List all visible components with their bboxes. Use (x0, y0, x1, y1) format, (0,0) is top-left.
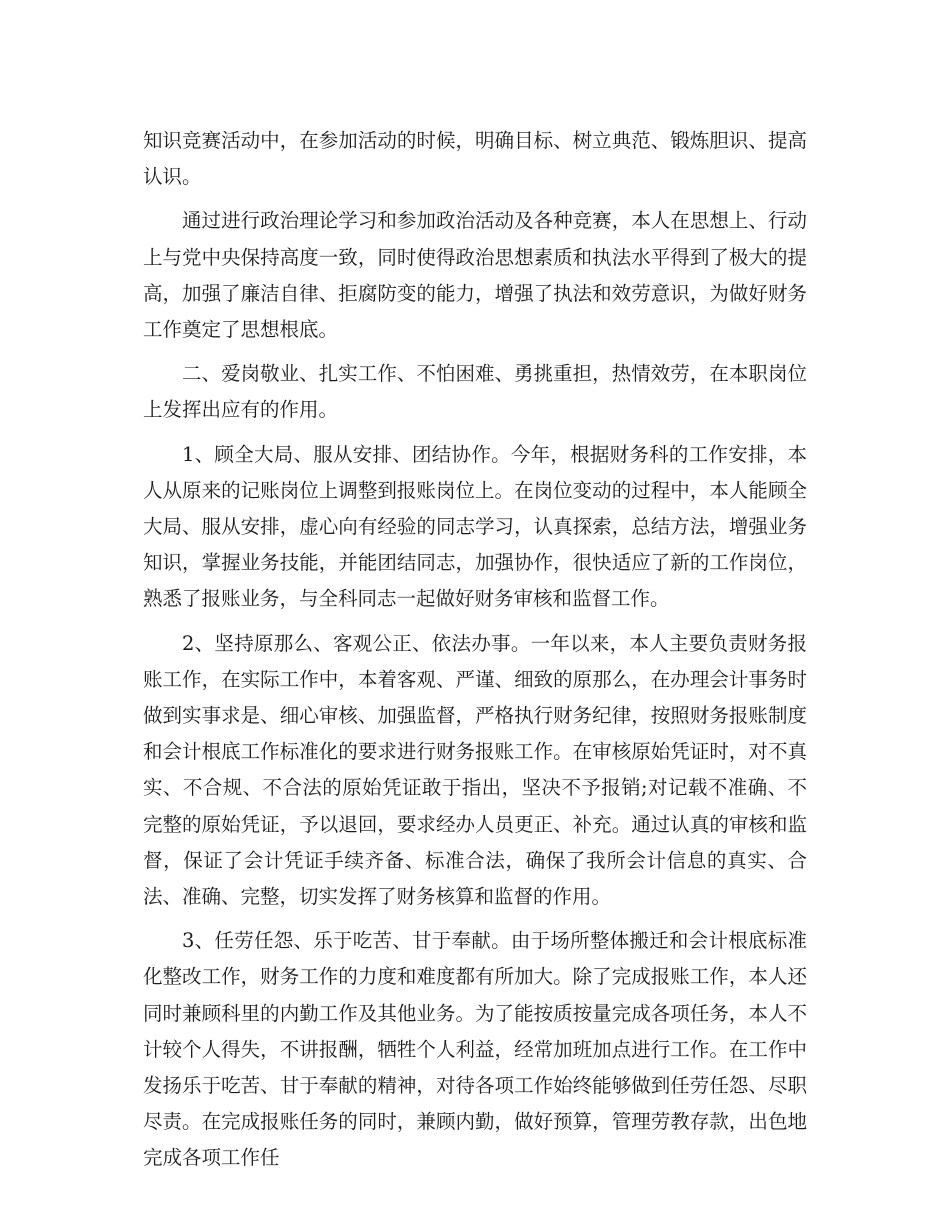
paragraph-political-study: 通过进行政治理论学习和参加政治活动及各种竞赛，本人在思想上、行动上与党中央保持高度一致，同时使得政治思想素质和执法水平得到了极大的提高，加强了廉洁自律、拒腐防变的能力，增强了执法和效劳意识，为做好财务工作奠定了思想根底。 (143, 209, 807, 342)
paragraph-point-2: 2、坚持原那么、客观公正、依法办事。一年以来，本人主要负责财务报账工作，在实际工作中，本着客观、严谨、细致的原那么，在办理会计事务时做到实事求是、细心审核、加强监督，严格执行财务纪律，按照财务报账制度和会计根底工作标准化的要求进行财务报账工作。在审核原始凭证时，对不真实、不合规、不合法的原始凭证敢于指出，坚决不予报销;对记载不准确、不完整的原始凭证，予以退回，要求经办人员更正、补充。通过认真的审核和监督，保证了会计凭证手续齐备、标准合法，确保了我所会计信息的真实、合法、准确、完整，切实发挥了财务核算和监督的作用。 (143, 631, 807, 909)
document-body (143, 123, 807, 1185)
paragraph-point-1: 1、顾全大局、服从安排、团结协作。今年，根据财务科的工作安排，本人从原来的记账岗位上调整到报账岗位上。在岗位变动的过程中，本人能顾全大局、服从安排，虚心向有经验的同志学习，认真探索，总结方法，增强业务知识，掌握业务技能，并能团结同志，加强协作，很快适应了新的工作岗位，熟悉了报账业务，与全科同志一起做好财务审核和监督工作。 (143, 442, 807, 611)
section-heading-two: 二、爱岗敬业、扎实工作、不怕困难、勇挑重担，热情效劳，在本职岗位上发挥出应有的作用。 (143, 362, 807, 422)
paragraph-continuation: 知识竞赛活动中，在参加活动的时候，明确目标、树立典范、锻炼胆识、提高认识。 (143, 129, 807, 189)
paragraph-point-3: 3、任劳任怨、乐于吃苦、甘于奉献。由于场所整体搬迁和会计根底标准化整改工作，财务工作的力度和难度都有所加大。除了完成报账工作，本人还同时兼顾科里的内勤工作及其他业务。为了能按质按量完成各项任务，本人不计较个人得失，不讲报酬，牺牲个人利益，经常加班加点进行工作。在工作中发扬乐于吃苦、甘于奉献的精神，对待各项工作始终能够做到任劳任怨、尽职尽责。在完成报账任务的同时，兼顾内勤，做好预算，管理劳教存款，出色地完成各项工作任 (143, 929, 807, 1170)
